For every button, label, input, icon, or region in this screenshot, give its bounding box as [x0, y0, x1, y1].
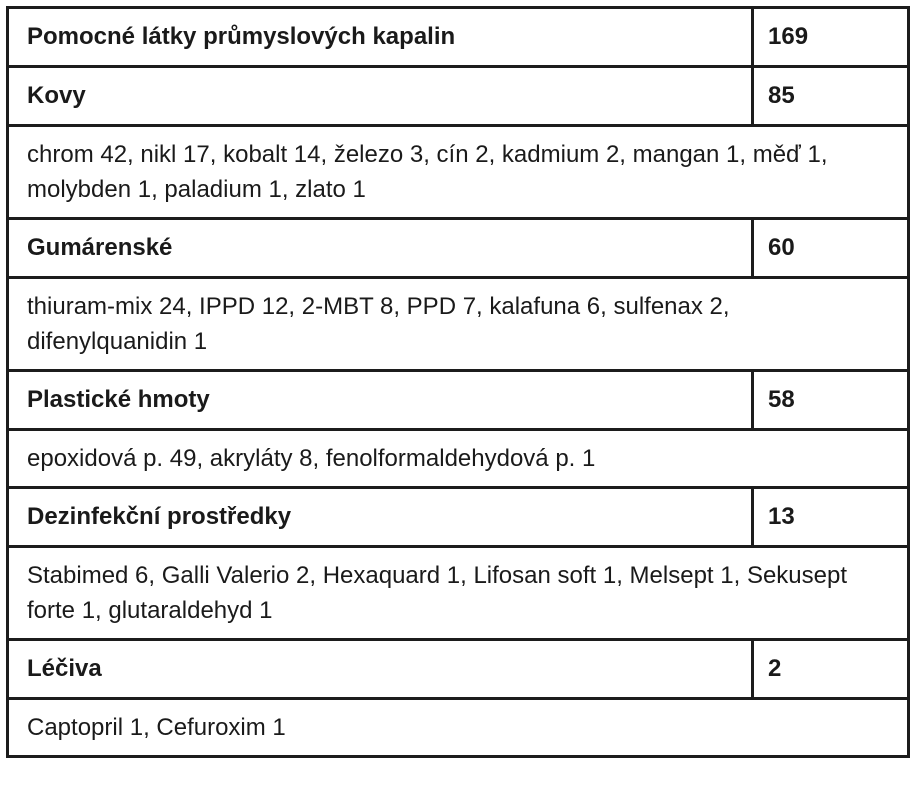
category-count: 2 [753, 640, 909, 699]
category-name: Kovy [8, 67, 753, 126]
category-name: Pomocné látky průmyslových kapalin [8, 8, 753, 67]
details-row-disinfectants [8, 547, 909, 640]
category-details: chrom 42, nikl 17, kobalt 14, železo 3, cín 2, kadmium 2, mangan 1, měď 1, molybden 1, paladium 1, zlato 1 [8, 126, 909, 219]
category-details: epoxidová p. 49, akryláty 8, fenolformaldehydová p. 1 [8, 430, 909, 488]
category-row-rubber [8, 219, 909, 278]
category-name: Plastické hmoty [8, 371, 753, 430]
category-count: 85 [753, 67, 909, 126]
details-row-plastics [8, 430, 909, 488]
category-name: Gumárenské [8, 219, 753, 278]
allergen-table [6, 6, 910, 758]
category-row-metals [8, 67, 909, 126]
category-name: Léčiva [8, 640, 753, 699]
category-count: 60 [753, 219, 909, 278]
category-row-disinfectants [8, 488, 909, 547]
category-row-plastics [8, 371, 909, 430]
category-count: 169 [753, 8, 909, 67]
details-row-metals [8, 126, 909, 219]
category-details: Captopril 1, Cefuroxim 1 [8, 699, 909, 757]
category-details: Stabimed 6, Galli Valerio 2, Hexaquard 1, Lifosan soft 1, Melsept 1, Sekusept forte 1, glutaraldehyd 1 [8, 547, 909, 640]
category-count: 13 [753, 488, 909, 547]
category-row-industrial-fluids [8, 8, 909, 67]
category-name: Dezinfekční prostředky [8, 488, 753, 547]
details-row-rubber [8, 278, 909, 371]
category-details: thiuram-mix 24, IPPD 12, 2-MBT 8, PPD 7, kalafuna 6, sulfenax 2, difenylquanidin 1 [8, 278, 909, 371]
category-count: 58 [753, 371, 909, 430]
category-row-drugs [8, 640, 909, 699]
details-row-drugs [8, 699, 909, 757]
